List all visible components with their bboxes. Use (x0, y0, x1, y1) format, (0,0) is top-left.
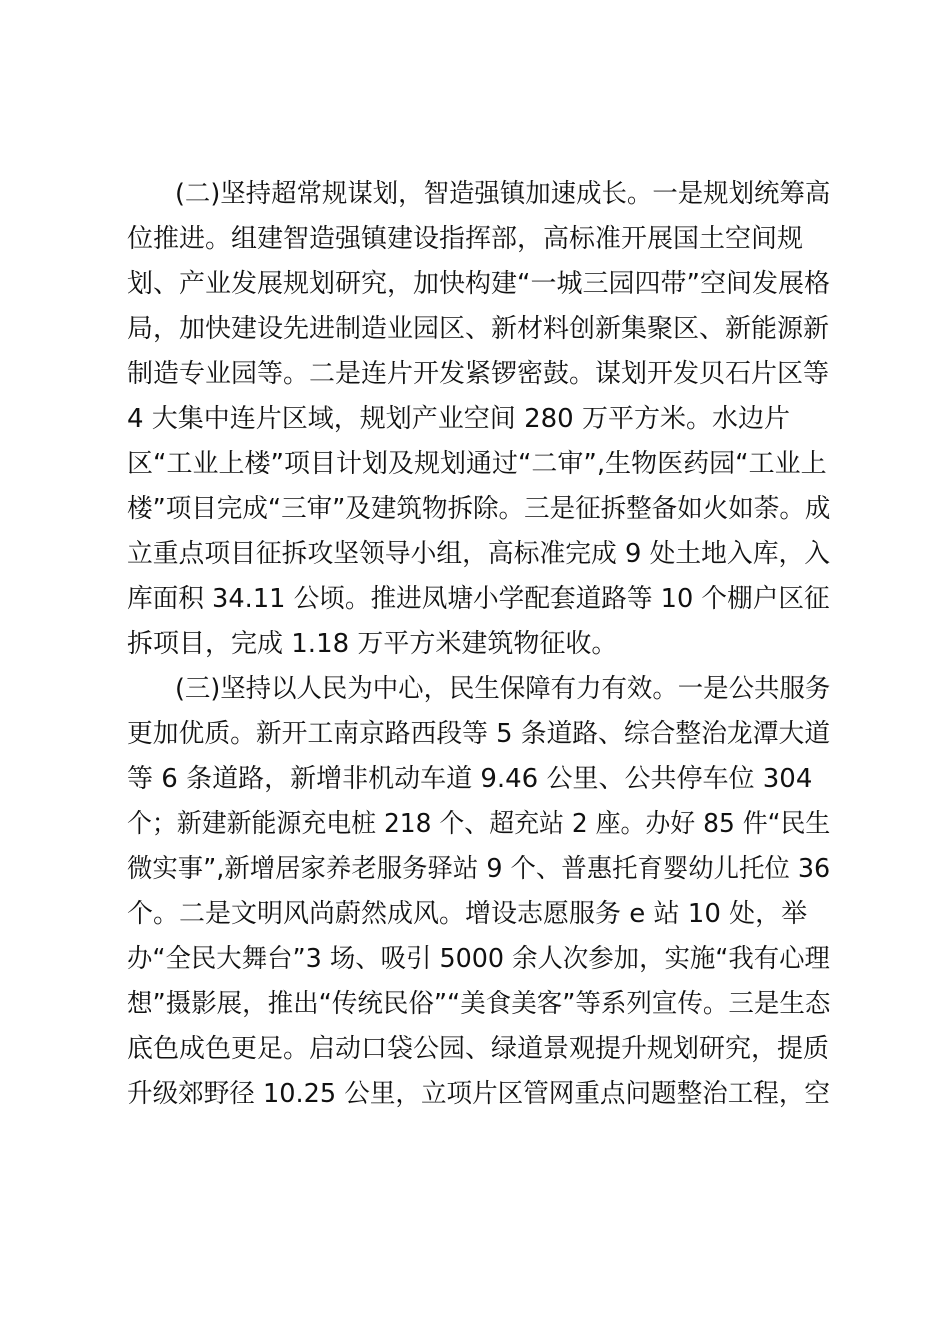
text-line: 微实事”,新增居家养老服务驿站 9 个、普惠托育婴幼儿托位 36 (127, 854, 831, 884)
text-line: 立重点项目征拆攻坚领导小组，高标准完成 9 处土地入库，入 (127, 539, 831, 569)
text-line: 楼”项目完成“三审”及建筑物拆除。三是征拆整备如火如荼。成 (127, 494, 831, 524)
text-line: 办“全民大舞台”3 场、吸引 5000 余人次参加，实施“我有心理 (127, 944, 830, 974)
text-line: 4 大集中连片区域，规划产业空间 280 万平方米。水边片 (127, 404, 790, 434)
text-line: 个。二是文明风尚蔚然成风。增设志愿服务 e 站 10 处，举 (127, 899, 808, 929)
text-line: 制造专业园等。二是连片开发紧锣密鼓。谋划开发贝石片区等 (127, 359, 830, 389)
text-line: 拆项目，完成 1.18 万平方米建筑物征收。 (127, 629, 618, 659)
text-line: 位推进。组建智造强镇建设指挥部，高标准开展国土空间规 (127, 224, 804, 254)
paragraph-2-heading-line: (二)坚持超常规谋划，智造强镇加速成长。一是规划统筹高 (175, 179, 831, 209)
text-line: 想”摄影展，推出“传统民俗”“美食美客”等系列宣传。三是生态 (127, 989, 831, 1019)
text-line: 底色成色更足。启动口袋公园、绿道景观提升规划研究，提质 (127, 1034, 830, 1064)
text-line: 局，加快建设先进制造业园区、新材料创新集聚区、新能源新 (127, 314, 830, 344)
paragraph-3-heading-line: (三)坚持以人民为中心，民生保障有力有效。一是公共服务 (175, 674, 831, 704)
text-line: 升级郊野径 10.25 公里，立项片区管网重点问题整治工程，空 (127, 1079, 830, 1109)
text-line: 更加优质。新开工南京路西段等 5 条道路、综合整治龙潭大道 (127, 719, 831, 749)
text-line: 区“工业上楼”项目计划及规划通过“二审”,生物医药园“工业上 (127, 449, 827, 479)
text-line: 库面积 34.11 公顷。推进凤塘小学配套道路等 10 个棚户区征 (127, 584, 830, 614)
text-line: 划、产业发展规划研究，加快构建“一城三园四带”空间发展格 (127, 269, 830, 299)
text-line: 个；新建新能源充电桩 218 个、超充站 2 座。办好 85 件“民生 (127, 809, 831, 839)
text-line: 等 6 条道路，新增非机动车道 9.46 公里、公共停车位 304 (127, 764, 813, 794)
